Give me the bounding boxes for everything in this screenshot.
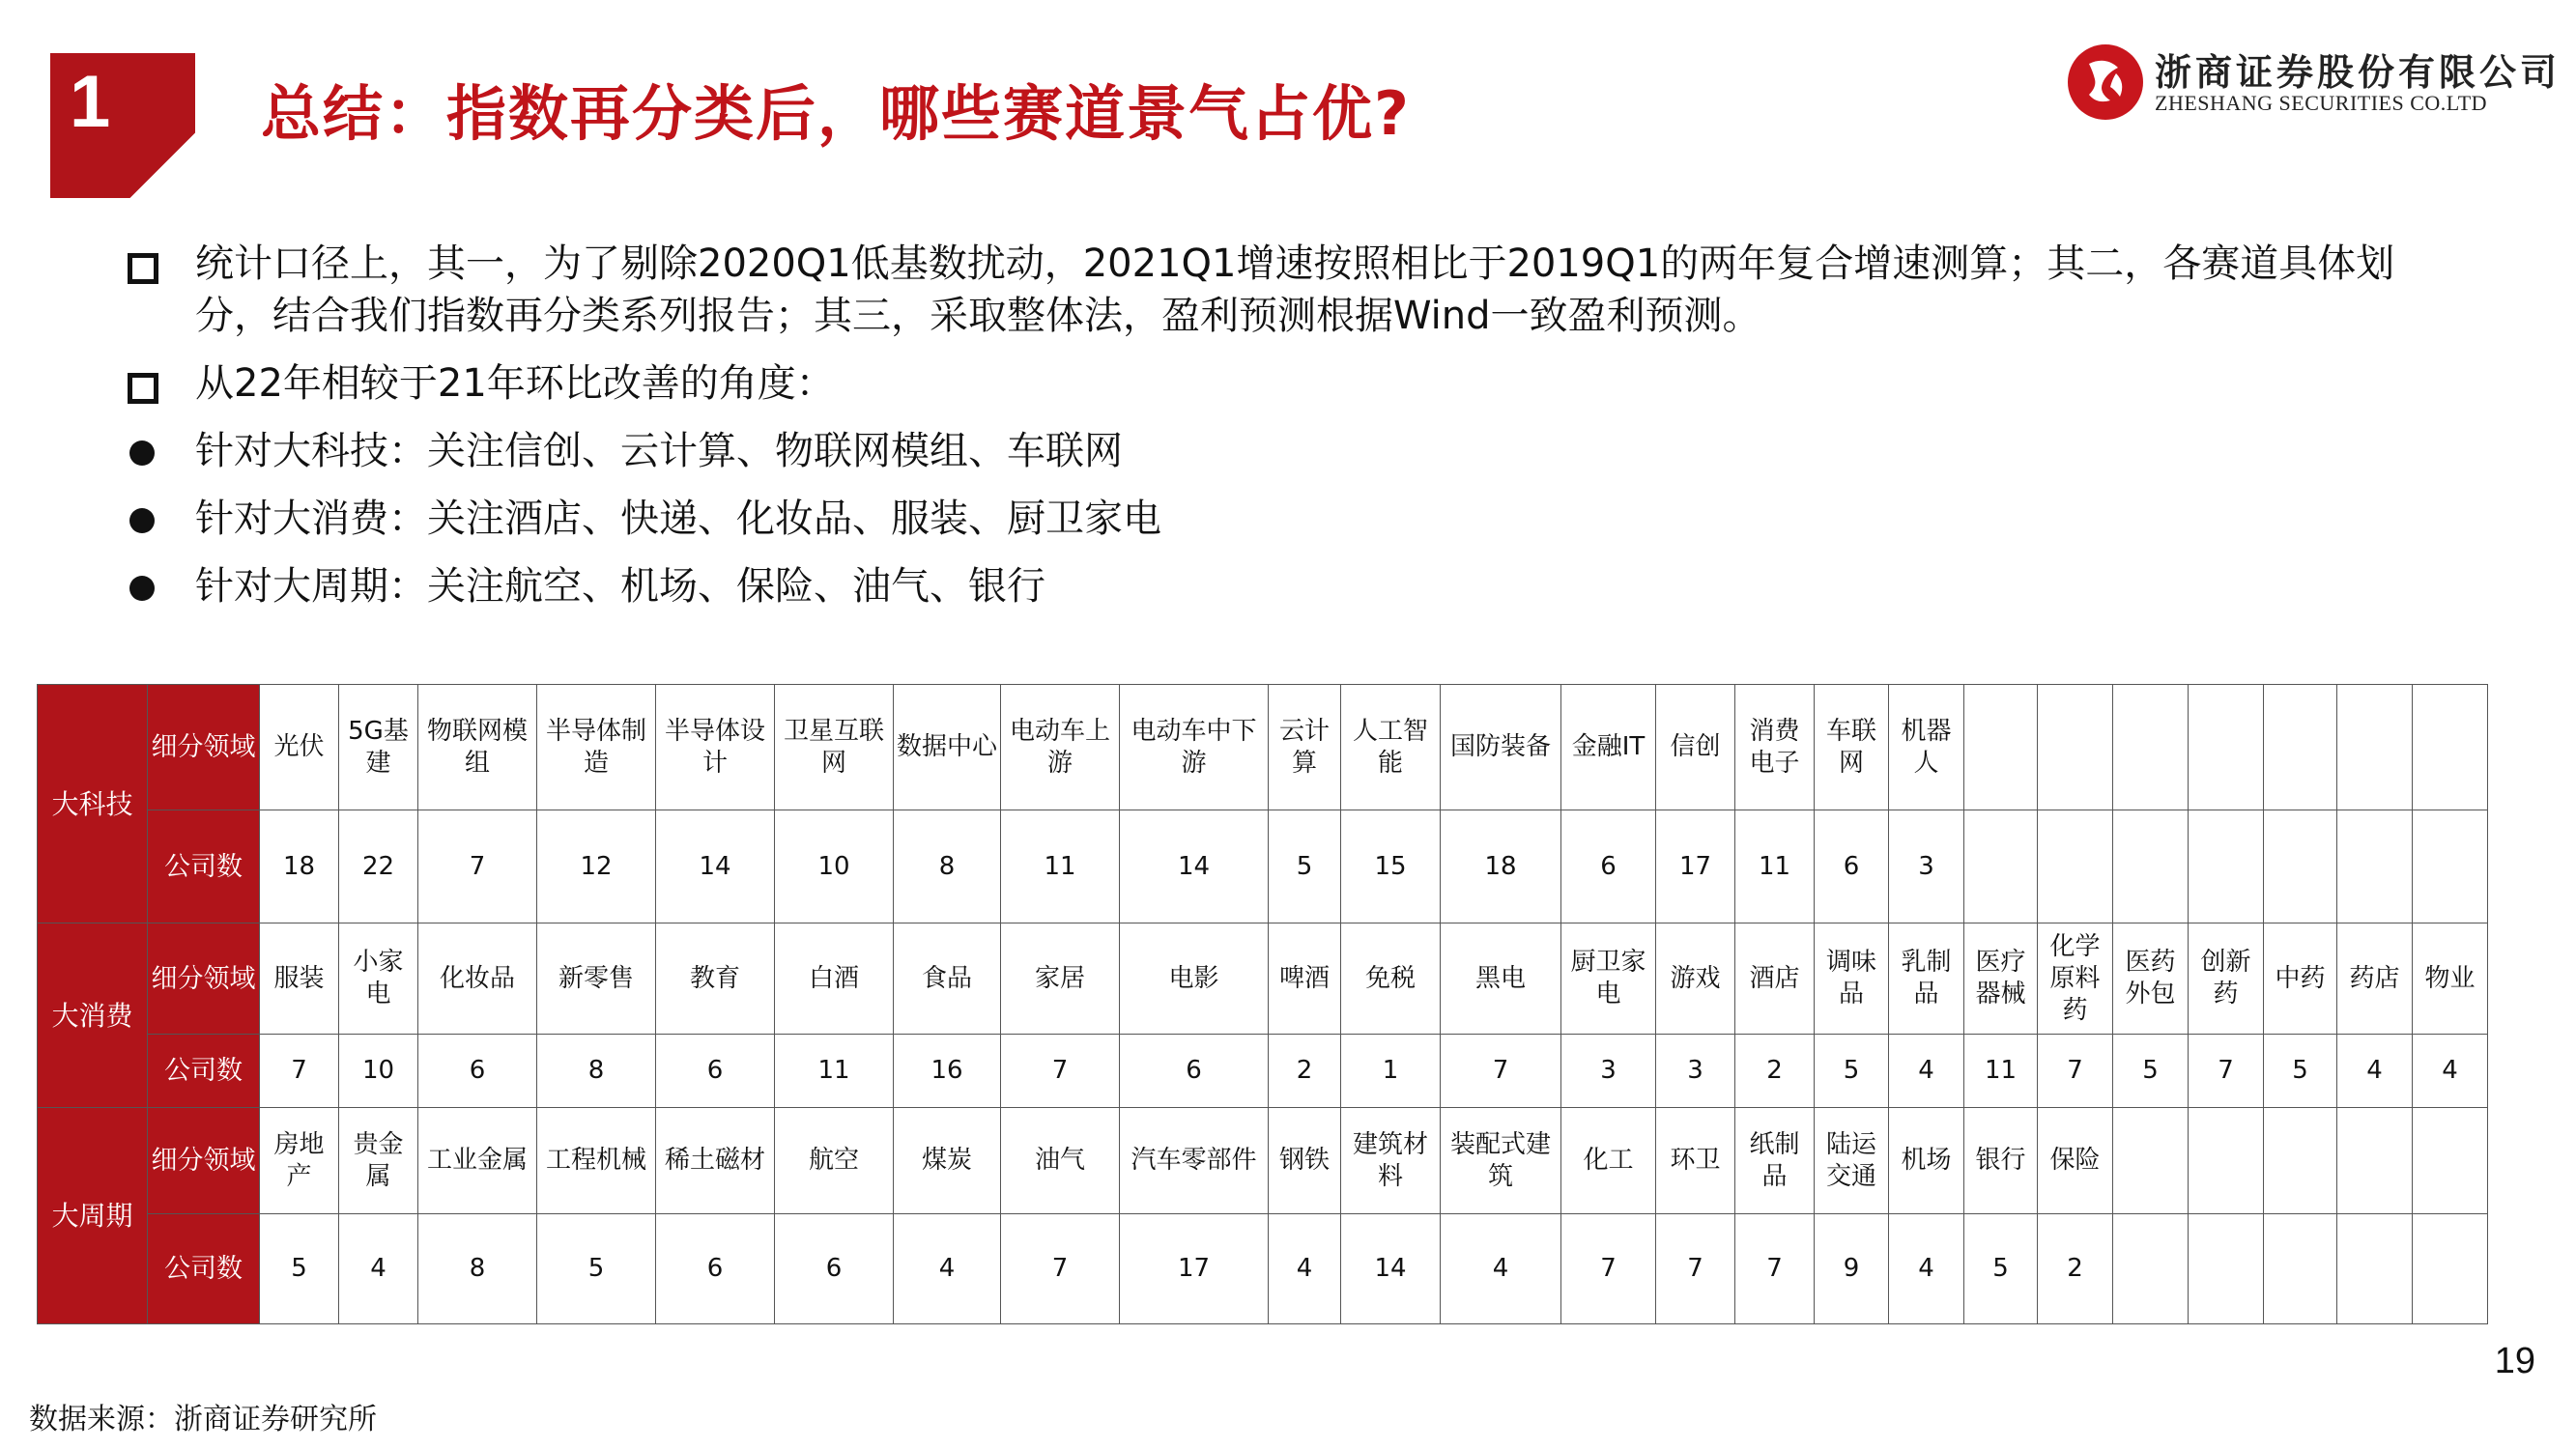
sector-name-cell: 物联网模组 <box>418 685 537 810</box>
sector-name-cell: 汽车零部件 <box>1120 1108 1269 1214</box>
sector-name-cell <box>2189 1108 2264 1214</box>
sector-name-cell: 人工智能 <box>1341 685 1441 810</box>
count-row-label: 公司数 <box>148 810 260 923</box>
company-count-cell: 10 <box>775 810 894 923</box>
sector-name-cell: 稀土磁材 <box>656 1108 775 1214</box>
company-count-cell <box>2038 810 2113 923</box>
company-count-cell: 2 <box>1269 1035 1341 1108</box>
sector-name-cell: 黑电 <box>1441 923 1561 1035</box>
sector-name-cell: 教育 <box>656 923 775 1035</box>
field-row-label: 细分领域 <box>148 685 260 810</box>
bullet-item <box>124 560 2462 612</box>
company-count-cell: 7 <box>1735 1214 1815 1324</box>
sector-name-cell: 电动车上游 <box>1001 685 1120 810</box>
company-count-cell: 14 <box>1120 810 1269 923</box>
sector-name-cell: 免税 <box>1341 923 1441 1035</box>
page-number: 19 <box>2494 1341 2535 1381</box>
field-row-label: 细分领域 <box>148 923 260 1035</box>
company-count-cell: 10 <box>339 1035 418 1108</box>
sector-name-cell: 煤炭 <box>894 1108 1001 1214</box>
sector-name-cell: 银行 <box>1964 1108 2038 1214</box>
logo-company-name-en: ZHESHANG SECURITIES CO.LTD <box>2155 91 2488 115</box>
sector-name-cell: 贵金属 <box>339 1108 418 1214</box>
company-count-cell: 7 <box>260 1035 339 1108</box>
sector-name-cell: 乳制品 <box>1889 923 1964 1035</box>
table-row <box>38 810 2488 923</box>
sector-name-cell: 中药 <box>2264 923 2337 1035</box>
company-count-cell <box>2189 1214 2264 1324</box>
logo-company-name: 浙商证券股份有限公司 <box>2155 50 2562 94</box>
company-count-cell <box>2113 1214 2189 1324</box>
company-count-cell <box>2337 1214 2413 1324</box>
sector-name-cell: 半导体制造 <box>537 685 656 810</box>
company-count-cell: 6 <box>1561 810 1656 923</box>
table-row <box>38 1108 2488 1214</box>
sector-name-cell <box>2337 685 2413 810</box>
count-row-label: 公司数 <box>148 1035 260 1108</box>
dot-bullet-icon <box>129 440 155 466</box>
company-count-cell: 11 <box>1001 810 1120 923</box>
sector-name-cell: 厨卫家电 <box>1561 923 1656 1035</box>
square-bullet-icon <box>128 373 158 404</box>
sector-name-cell: 化妆品 <box>418 923 537 1035</box>
company-count-cell: 3 <box>1561 1035 1656 1108</box>
sector-name-cell: 纸制品 <box>1735 1108 1815 1214</box>
sector-name-cell: 服装 <box>260 923 339 1035</box>
sector-name-cell: 国防装备 <box>1441 685 1561 810</box>
sector-name-cell: 机场 <box>1889 1108 1964 1214</box>
sector-name-cell: 小家电 <box>339 923 418 1035</box>
sector-name-cell: 电影 <box>1120 923 1269 1035</box>
company-count-cell: 1 <box>1341 1035 1441 1108</box>
company-count-cell: 4 <box>894 1214 1001 1324</box>
source-note: 数据来源：浙商证券研究所 <box>29 1403 377 1436</box>
bullet-item <box>124 238 2462 342</box>
field-row-label: 细分领域 <box>148 1108 260 1214</box>
company-count-cell <box>2113 810 2189 923</box>
table-row <box>38 1214 2488 1324</box>
sector-name-cell: 创新药 <box>2189 923 2264 1035</box>
sector-name-cell: 电动车中下游 <box>1120 685 1269 810</box>
company-count-cell: 5 <box>2264 1035 2337 1108</box>
table-row <box>38 923 2488 1035</box>
company-count-cell: 9 <box>1815 1214 1889 1324</box>
company-count-cell: 11 <box>775 1035 894 1108</box>
company-count-cell: 4 <box>2413 1035 2488 1108</box>
square-bullet-icon <box>128 253 158 284</box>
company-count-cell: 4 <box>2337 1035 2413 1108</box>
company-count-cell: 11 <box>1964 1035 2038 1108</box>
company-count-cell: 8 <box>418 1214 537 1324</box>
sector-name-cell: 金融IT <box>1561 685 1656 810</box>
sector-name-cell: 白酒 <box>775 923 894 1035</box>
company-count-cell: 5 <box>2113 1035 2189 1108</box>
bullet-item <box>124 425 2462 477</box>
company-count-cell: 6 <box>418 1035 537 1108</box>
company-count-cell <box>2337 810 2413 923</box>
company-count-cell: 7 <box>1656 1214 1735 1324</box>
sector-name-cell: 化学原料药 <box>2038 923 2113 1035</box>
sector-name-cell: 卫星互联网 <box>775 685 894 810</box>
sector-name-cell: 药店 <box>2337 923 2413 1035</box>
sector-name-cell: 钢铁 <box>1269 1108 1341 1214</box>
company-count-cell: 7 <box>418 810 537 923</box>
sector-name-cell: 装配式建筑 <box>1441 1108 1561 1214</box>
sector-name-cell <box>2264 1108 2337 1214</box>
company-count-cell: 5 <box>260 1214 339 1324</box>
company-count-cell: 4 <box>1441 1214 1561 1324</box>
company-count-cell: 7 <box>1561 1214 1656 1324</box>
company-count-cell: 4 <box>1889 1035 1964 1108</box>
company-count-cell: 4 <box>339 1214 418 1324</box>
bullet-item <box>124 493 2462 545</box>
group-label: 大科技 <box>38 685 148 923</box>
company-count-cell: 5 <box>537 1214 656 1324</box>
logo-emblem-icon <box>2068 44 2143 120</box>
sector-name-cell: 信创 <box>1656 685 1735 810</box>
company-count-cell: 12 <box>537 810 656 923</box>
sector-name-cell: 消费电子 <box>1735 685 1815 810</box>
sector-name-cell: 云计算 <box>1269 685 1341 810</box>
company-count-cell: 14 <box>1341 1214 1441 1324</box>
company-count-cell: 14 <box>656 810 775 923</box>
company-count-cell: 8 <box>537 1035 656 1108</box>
company-count-cell: 6 <box>775 1214 894 1324</box>
company-count-cell: 15 <box>1341 810 1441 923</box>
sector-name-cell: 机器人 <box>1889 685 1964 810</box>
company-count-cell: 8 <box>894 810 1001 923</box>
company-count-cell: 7 <box>2189 1035 2264 1108</box>
company-logo <box>2068 41 2562 128</box>
sector-name-cell: 油气 <box>1001 1108 1120 1214</box>
company-count-cell: 2 <box>1735 1035 1815 1108</box>
company-count-cell: 3 <box>1656 1035 1735 1108</box>
bullet-list <box>124 238 2462 628</box>
company-count-cell: 4 <box>1889 1214 1964 1324</box>
sector-table <box>37 684 2488 1324</box>
sector-name-cell <box>1964 685 2038 810</box>
sector-name-cell: 航空 <box>775 1108 894 1214</box>
sector-name-cell: 5G基建 <box>339 685 418 810</box>
dot-bullet-icon <box>129 576 155 601</box>
sector-name-cell <box>2413 1108 2488 1214</box>
company-count-cell: 7 <box>1001 1035 1120 1108</box>
company-count-cell: 7 <box>1441 1035 1561 1108</box>
sector-name-cell: 建筑材料 <box>1341 1108 1441 1214</box>
bullet-text: 针对大周期：关注航空、机场、保险、油气、银行 <box>195 564 1045 609</box>
table-row <box>38 685 2488 810</box>
sector-name-cell: 食品 <box>894 923 1001 1035</box>
company-count-cell: 2 <box>2038 1214 2113 1324</box>
sector-name-cell: 半导体设计 <box>656 685 775 810</box>
sector-name-cell: 光伏 <box>260 685 339 810</box>
group-label: 大消费 <box>38 923 148 1108</box>
sector-name-cell <box>2113 685 2189 810</box>
company-count-cell: 6 <box>656 1035 775 1108</box>
sector-name-cell <box>2038 685 2113 810</box>
company-count-cell: 5 <box>1964 1214 2038 1324</box>
company-count-cell: 3 <box>1889 810 1964 923</box>
group-label: 大周期 <box>38 1108 148 1324</box>
sector-name-cell <box>2189 685 2264 810</box>
sector-name-cell: 车联网 <box>1815 685 1889 810</box>
company-count-cell: 6 <box>656 1214 775 1324</box>
page-title: 总结：指数再分类后，哪些赛道景气占优? <box>261 78 1411 149</box>
section-number: 1 <box>70 61 111 143</box>
company-count-cell: 22 <box>339 810 418 923</box>
sector-name-cell: 保险 <box>2038 1108 2113 1214</box>
company-count-cell: 7 <box>2038 1035 2113 1108</box>
sector-name-cell <box>2413 685 2488 810</box>
company-count-cell <box>2413 1214 2488 1324</box>
sector-name-cell: 家居 <box>1001 923 1120 1035</box>
sector-name-cell: 游戏 <box>1656 923 1735 1035</box>
sector-name-cell: 新零售 <box>537 923 656 1035</box>
sector-name-cell: 数据中心 <box>894 685 1001 810</box>
company-count-cell: 17 <box>1120 1214 1269 1324</box>
company-count-cell <box>2413 810 2488 923</box>
sector-name-cell <box>2337 1108 2413 1214</box>
company-count-cell: 6 <box>1120 1035 1269 1108</box>
sector-name-cell: 工业金属 <box>418 1108 537 1214</box>
company-count-cell: 5 <box>1269 810 1341 923</box>
sector-name-cell: 陆运交通 <box>1815 1108 1889 1214</box>
sector-name-cell: 工程机械 <box>537 1108 656 1214</box>
sector-name-cell: 医药外包 <box>2113 923 2189 1035</box>
company-count-cell: 6 <box>1815 810 1889 923</box>
sector-name-cell: 啤酒 <box>1269 923 1341 1035</box>
company-count-cell: 11 <box>1735 810 1815 923</box>
sector-name-cell: 环卫 <box>1656 1108 1735 1214</box>
bullet-text: 针对大科技：关注信创、云计算、物联网模组、车联网 <box>195 429 1123 473</box>
count-row-label: 公司数 <box>148 1214 260 1324</box>
company-count-cell <box>2264 810 2337 923</box>
table-row <box>38 1035 2488 1108</box>
company-count-cell: 5 <box>1815 1035 1889 1108</box>
company-count-cell: 4 <box>1269 1214 1341 1324</box>
company-count-cell: 17 <box>1656 810 1735 923</box>
company-count-cell: 18 <box>1441 810 1561 923</box>
company-count-cell: 18 <box>260 810 339 923</box>
bullet-item <box>124 357 2462 410</box>
sector-name-cell: 化工 <box>1561 1108 1656 1214</box>
sector-grid <box>37 684 2488 1324</box>
sector-name-cell: 物业 <box>2413 923 2488 1035</box>
sector-name-cell: 酒店 <box>1735 923 1815 1035</box>
company-count-cell <box>2189 810 2264 923</box>
company-count-cell <box>1964 810 2038 923</box>
sector-name-cell: 调味品 <box>1815 923 1889 1035</box>
bullet-text: 针对大消费：关注酒店、快递、化妆品、服装、厨卫家电 <box>195 497 1161 541</box>
bullet-text: 统计口径上，其一，为了剔除2020Q1低基数扰动，2021Q1增速按照相比于2019Q1的两年复合增速测算；其二，各赛道具体划分，结合我们指数再分类系列报告；其三，采取整体法，盈利预测根据Wind一致盈利预测。 <box>195 242 2395 338</box>
bullet-text: 从22年相较于21年环比改善的角度： <box>195 361 835 406</box>
sector-name-cell: 医疗器械 <box>1964 923 2038 1035</box>
company-count-cell <box>2264 1214 2337 1324</box>
sector-name-cell <box>2264 685 2337 810</box>
company-count-cell: 7 <box>1001 1214 1120 1324</box>
company-count-cell: 16 <box>894 1035 1001 1108</box>
sector-name-cell <box>2113 1108 2189 1214</box>
sector-name-cell: 房地产 <box>260 1108 339 1214</box>
dot-bullet-icon <box>129 508 155 533</box>
